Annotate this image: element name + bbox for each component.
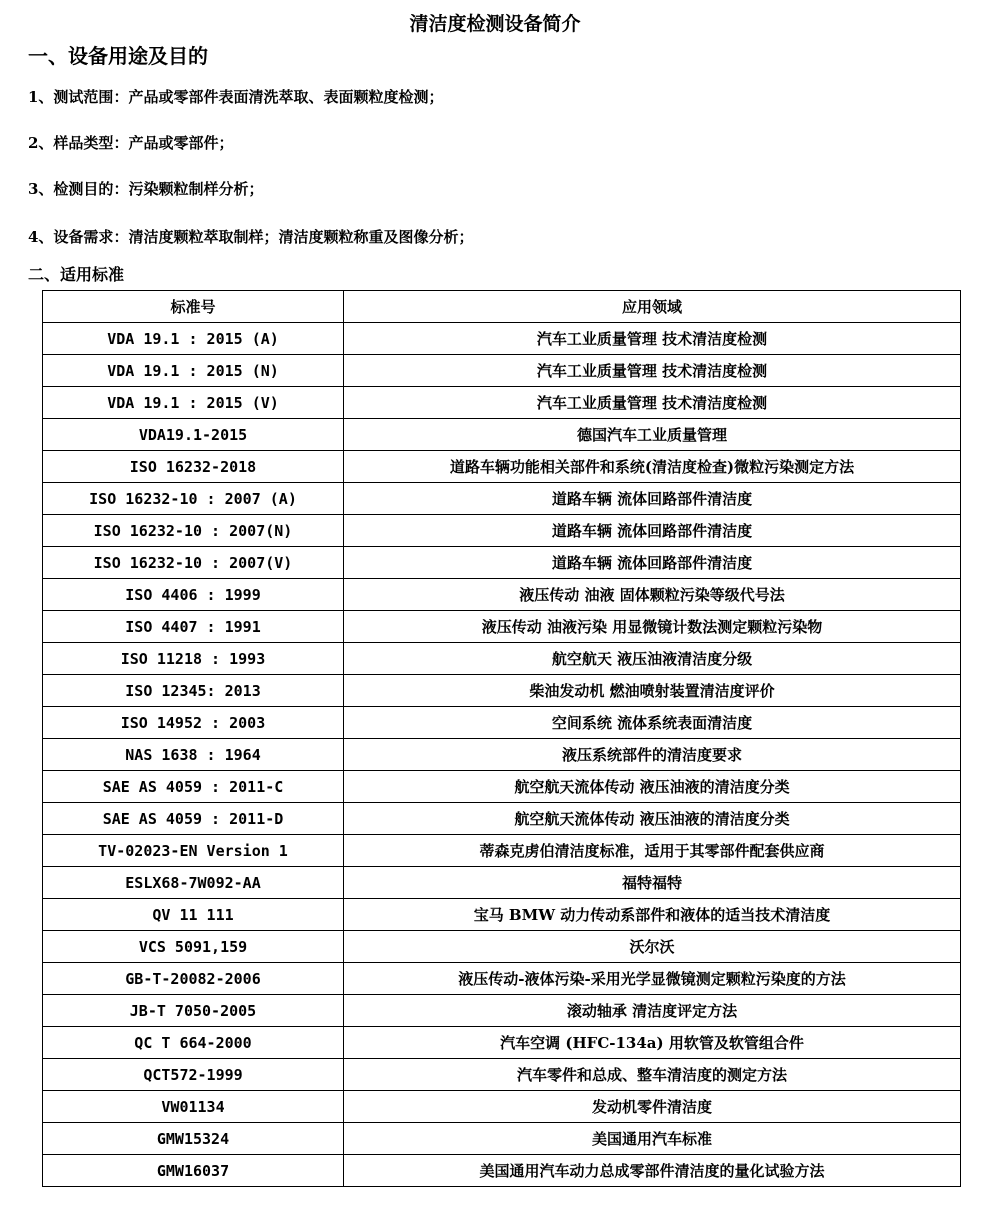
- standard-number-cell: VDA19.1-2015: [43, 419, 344, 451]
- table-row: [43, 1027, 961, 1059]
- application-field-cell: 液压系统部件的清洁度要求: [344, 739, 961, 771]
- application-field-cell: 汽车空调 (HFC-134a) 用软管及软管组合件: [344, 1027, 961, 1059]
- table-row: [43, 483, 961, 515]
- application-field-cell: 汽车工业质量管理 技术清洁度检测: [344, 355, 961, 387]
- table-row: [43, 899, 961, 931]
- standard-number-cell: TV-02023-EN Version 1: [43, 835, 344, 867]
- application-field-cell: 汽车工业质量管理 技术清洁度检测: [344, 323, 961, 355]
- standard-number-cell: ISO 16232-10 : 2007(N): [43, 515, 344, 547]
- standard-number-cell: ISO 16232-10 : 2007(V): [43, 547, 344, 579]
- table-row: [43, 387, 961, 419]
- application-field-cell: 美国通用汽车标准: [344, 1123, 961, 1155]
- application-field-cell: 德国汽车工业质量管理: [344, 419, 961, 451]
- table-row: [43, 1091, 961, 1123]
- standard-number-cell: ISO 14952 : 2003: [43, 707, 344, 739]
- standard-number-cell: QC T 664-2000: [43, 1027, 344, 1059]
- document-title: 清洁度检测设备简介: [409, 13, 581, 35]
- application-field-cell: 汽车工业质量管理 技术清洁度检测: [344, 387, 961, 419]
- purpose-item-sample-type: 2、样品类型：产品或零部件；: [28, 134, 234, 152]
- table-row: [43, 515, 961, 547]
- standard-number-cell: ISO 11218 : 1993: [43, 643, 344, 675]
- table-row: [43, 1059, 961, 1091]
- application-field-cell: 航空航天流体传动 液压油液的清洁度分类: [344, 771, 961, 803]
- table-row: [43, 1123, 961, 1155]
- application-field-cell: 宝马 BMW 动力传动系部件和液体的适当技术清洁度: [344, 899, 961, 931]
- standard-number-cell: GMW16037: [43, 1155, 344, 1187]
- table-header-row: [43, 291, 961, 323]
- standard-number-cell: ISO 16232-2018: [43, 451, 344, 483]
- purpose-item-test-scope: 1、测试范围：产品或零部件表面清洗萃取、表面颗粒度检测；: [28, 88, 444, 106]
- table-row: [43, 547, 961, 579]
- standard-number-cell: VW01134: [43, 1091, 344, 1123]
- standard-number-cell: VDA 19.1 : 2015 (A): [43, 323, 344, 355]
- table-row: [43, 451, 961, 483]
- table-row: [43, 419, 961, 451]
- column-header-standard-number: 标准号: [43, 291, 344, 323]
- table-row: [43, 675, 961, 707]
- application-field-cell: 航空航天 液压油液清洁度分级: [344, 643, 961, 675]
- table-row: [43, 963, 961, 995]
- table-row: [43, 1155, 961, 1187]
- application-field-cell: 道路车辆功能相关部件和系统(清洁度检查)微粒污染测定方法: [344, 451, 961, 483]
- application-field-cell: 道路车辆 流体回路部件清洁度: [344, 547, 961, 579]
- table-row: [43, 995, 961, 1027]
- application-field-cell: 道路车辆 流体回路部件清洁度: [344, 515, 961, 547]
- standard-number-cell: VDA 19.1 : 2015 (N): [43, 355, 344, 387]
- application-field-cell: 道路车辆 流体回路部件清洁度: [344, 483, 961, 515]
- table-row: [43, 867, 961, 899]
- application-field-cell: 滚动轴承 清洁度评定方法: [344, 995, 961, 1027]
- application-field-cell: 航空航天流体传动 液压油液的清洁度分类: [344, 803, 961, 835]
- table-row: [43, 707, 961, 739]
- standard-number-cell: VDA 19.1 : 2015 (V): [43, 387, 344, 419]
- table-row: [43, 355, 961, 387]
- standard-number-cell: GMW15324: [43, 1123, 344, 1155]
- table-row: [43, 803, 961, 835]
- table-row: [43, 835, 961, 867]
- application-field-cell: 沃尔沃: [344, 931, 961, 963]
- standard-number-cell: ISO 4406 : 1999: [43, 579, 344, 611]
- standards-table-body: [43, 323, 961, 1187]
- application-field-cell: 发动机零件清洁度: [344, 1091, 961, 1123]
- application-field-cell: 福特福特: [344, 867, 961, 899]
- application-field-cell: 柴油发动机 燃油喷射装置清洁度评价: [344, 675, 961, 707]
- standard-number-cell: QCT572-1999: [43, 1059, 344, 1091]
- standard-number-cell: VCS 5091,159: [43, 931, 344, 963]
- standard-number-cell: NAS 1638 : 1964: [43, 739, 344, 771]
- application-field-cell: 空间系统 流体系统表面清洁度: [344, 707, 961, 739]
- standard-number-cell: ESLX68-7W092-AA: [43, 867, 344, 899]
- table-row: [43, 643, 961, 675]
- table-row: [43, 611, 961, 643]
- application-field-cell: 液压传动 油液污染 用显微镜计数法测定颗粒污染物: [344, 611, 961, 643]
- standard-number-cell: GB-T-20082-2006: [43, 963, 344, 995]
- table-row: [43, 931, 961, 963]
- application-field-cell: 液压传动-液体污染-采用光学显微镜测定颗粒污染度的方法: [344, 963, 961, 995]
- table-row: [43, 579, 961, 611]
- application-field-cell: 蒂森克虏伯清洁度标准，适用于其零部件配套供应商: [344, 835, 961, 867]
- purpose-item-equipment-needs: 4、设备需求：清洁度颗粒萃取制样；清洁度颗粒称重及图像分析；: [28, 228, 474, 246]
- application-field-cell: 液压传动 油液 固体颗粒污染等级代号法: [344, 579, 961, 611]
- standard-number-cell: ISO 4407 : 1991: [43, 611, 344, 643]
- table-row: [43, 323, 961, 355]
- table-row: [43, 739, 961, 771]
- standard-number-cell: QV 11 111: [43, 899, 344, 931]
- standard-number-cell: SAE AS 4059 : 2011-D: [43, 803, 344, 835]
- application-field-cell: 汽车零件和总成、整车清洁度的测定方法: [344, 1059, 961, 1091]
- standards-table: [42, 290, 961, 1187]
- table-row: [43, 771, 961, 803]
- section-heading-standards: 二、适用标准: [28, 265, 125, 284]
- purpose-item-test-goal: 3、检测目的：污染颗粒制样分析；: [28, 180, 264, 198]
- application-field-cell: 美国通用汽车动力总成零部件清洁度的量化试验方法: [344, 1155, 961, 1187]
- column-header-application-field: 应用领域: [344, 291, 961, 323]
- standard-number-cell: SAE AS 4059 : 2011-C: [43, 771, 344, 803]
- standard-number-cell: ISO 16232-10 : 2007 (A): [43, 483, 344, 515]
- section-heading-purpose: 一、设备用途及目的: [28, 44, 208, 68]
- standard-number-cell: ISO 12345: 2013: [43, 675, 344, 707]
- standard-number-cell: JB-T 7050-2005: [43, 995, 344, 1027]
